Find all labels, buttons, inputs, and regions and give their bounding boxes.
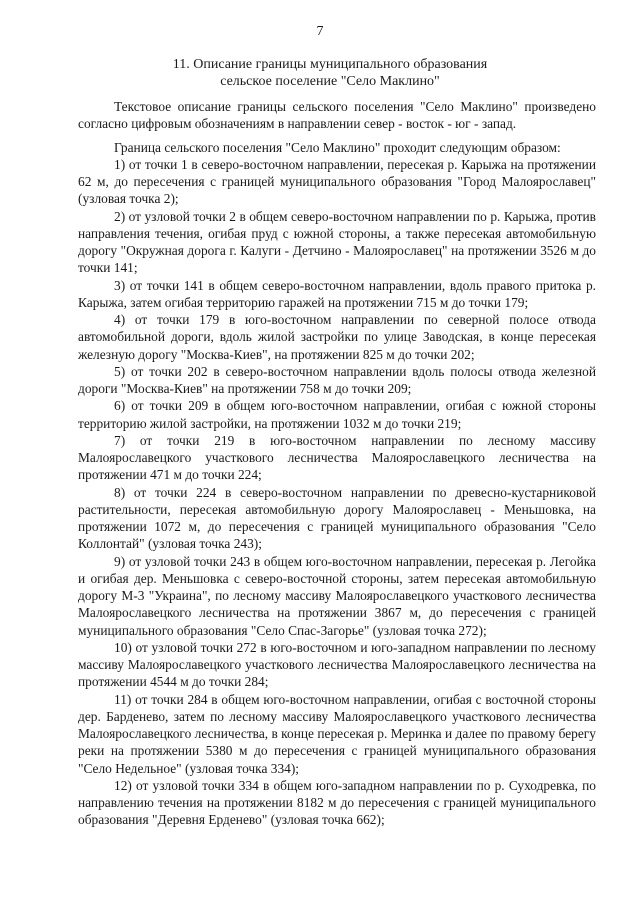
paragraph-item-6: 6) от точки 209 в общем юго-восточном направлении, огибая с южной стороны территорию жилой застройки, на протяжении 1032 м до точки 219; <box>78 398 596 431</box>
paragraph-item-9: 9) от узловой точки 243 в общем юго-восточном направлении, пересекая р. Легойка и огибая дер. Меньшовка с северо-восточной стороны, затем пересекая автомобильную дорогу М-3 "Украина", по лесному массиву Малоярославецкого участкового лесничества Малоярославецкого лесничества на протяжении 3867 м, до пересечения с границей муниципального образования "Село Спас-Загорье" (узловая точка 272); <box>78 553 596 638</box>
paragraph-boundary-lead: Граница сельского поселения "Село Маклино" проходит следующим образом: <box>114 139 561 155</box>
paragraph-item-8: 8) от точки 224 в северо-восточном направлении по древесно-кустарниковой растительности, пересекая автомобильную дорогу Малоярославец - Меньшовка, на протяжении 1072 м, до пересечения с границей муниципального образования "Село Коллонтай" (узловая точка 243); <box>78 484 596 552</box>
paragraph-intro: Текстовое описание границы сельского поселения "Село Маклино" произведено согласно цифровым обозначениям в направлении север - восток - юг - запад. <box>78 99 596 132</box>
section-heading-line-2: сельское поселение "Село Маклино" <box>220 74 440 89</box>
paragraph-item-12: 12) от узловой точки 334 в общем юго-западном направлении по р. Суходревка, по направлению течения на протяжении 8182 м до пересечения с границей муниципального образования "Деревня Ерденево" (узловая точка 662); <box>78 777 596 828</box>
paragraph-item-11: 11) от точки 284 в общем юго-восточном направлении, огибая с восточной стороны дер. Барденево, затем по лесному массиву Малоярославецкого участкового лесничества Малоярославецкого лесничества, в конце пересекая р. Меринка и далее по правому берегу реки на протяжении 5380 м до пересечения с границей муниципального образования "Село Недельное" (узловая точка 334); <box>78 691 596 776</box>
paragraph-item-10: 10) от узловой точки 272 в юго-восточном и юго-западном направлении по лесному массиву Малоярославецкого участкового лесничества Малоярославецкого лесничества на протяжении 4544 м до точки 284; <box>78 639 596 690</box>
paragraph-item-2: 2) от узловой точки 2 в общем северо-восточном направлении по р. Карыжа, против направления течения, огибая пруд с южной стороны, а также пересекая автомобильную дорогу "Окружная дорога г. Калуги - Детчино - Малоярославец" на протяжении 3526 м до точки 141; <box>78 208 596 276</box>
paragraph-item-4: 4) от точки 179 в юго-восточном направлении по северной полосе отвода автомобильной дороги, вдоль жилой застройки по улице Заводская, в конце пересекая железную дорогу "Москва-Киев", на протяжении 825 м до точки 202; <box>78 312 596 362</box>
section-heading-line-1: 11. Описание границы муниципального образования <box>172 57 488 72</box>
section-heading <box>80 56 580 90</box>
paragraph-item-5: 5) от точки 202 в северо-восточном направлении вдоль полосы отвода железной дороги "Москва-Киев" на протяжении 758 м до точки 209; <box>78 363 596 396</box>
page-number: 7 <box>316 24 324 39</box>
document-body <box>78 98 596 829</box>
paragraph-item-1: 1) от точки 1 в северо-восточном направлении, пересекая р. Карыжа на протяжении 62 м, до пересечения с границей муниципального образования "Город Малоярославец" (узловая точка 2); <box>78 156 596 207</box>
paragraph-item-7: 7) от точки 219 в юго-восточном направлении по лесному массиву Малоярославецкого участкового лесничества Малоярославецкого лесничества на протяжении 471 м до точки 224; <box>78 432 596 483</box>
paragraph-item-3: 3) от точки 141 в общем северо-восточном направлении, вдоль правого притока р. Карыжа, затем огибая территорию гаражей на протяжении 715 м до точки 179; <box>78 277 596 310</box>
